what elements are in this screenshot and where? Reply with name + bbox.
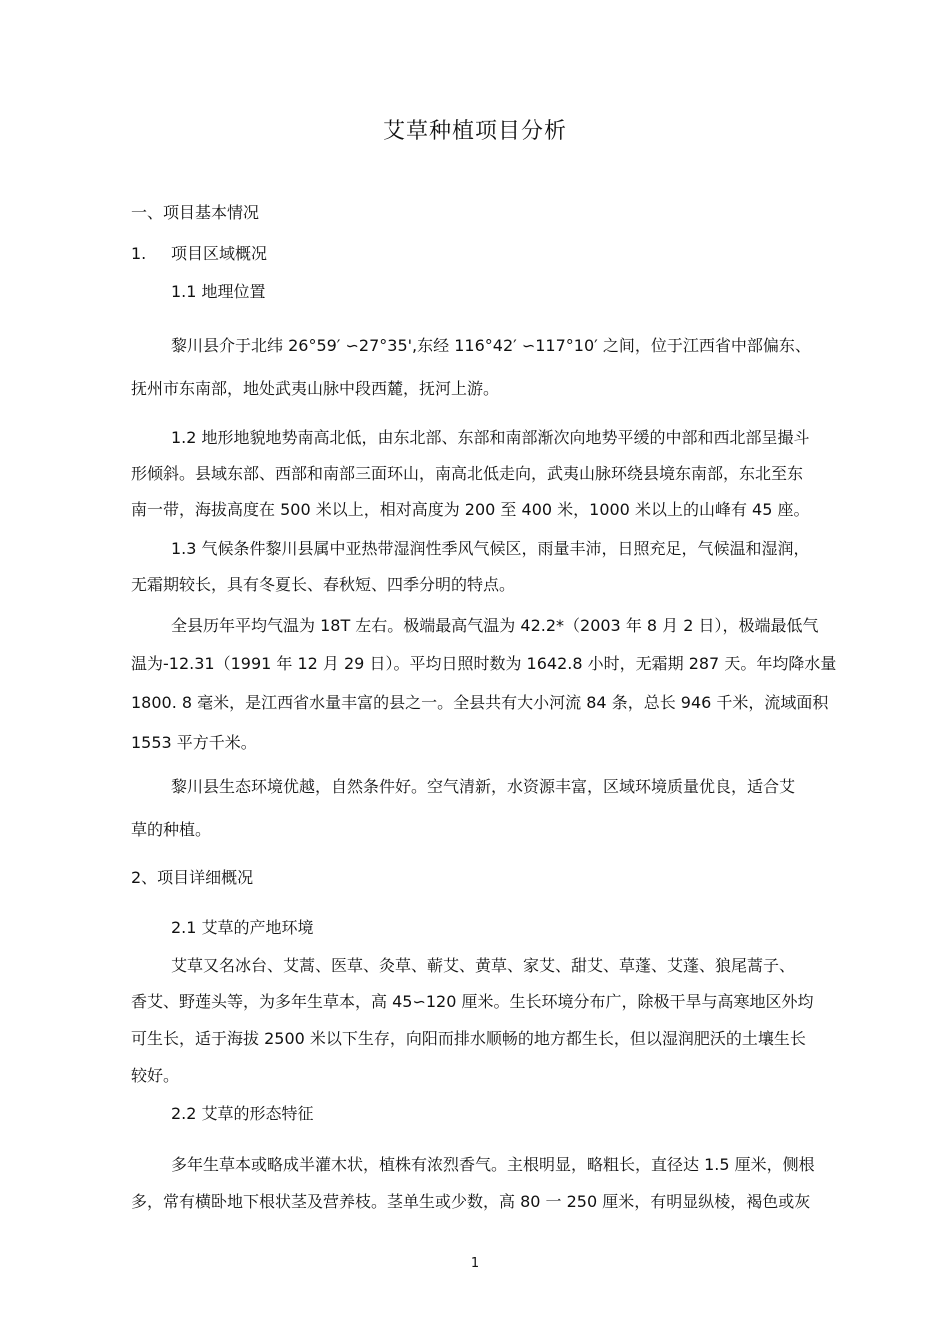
paragraph-line: 1800. 8 毫米，是江西省水量丰富的县之一。全县共有大小河流 84 条，总长 946 千米，流域面积 bbox=[131, 693, 829, 712]
paragraph-line: 形倾斜。县域东部、西部和南部三面环山，南高北低走向，武夷山脉环绕县境东南部，东北至东 bbox=[131, 464, 804, 483]
paragraph-line: 多年生草本或略成半灌木状，植株有浓烈香气。主根明显，略粗长，直径达 1.5 厘米，侧根 bbox=[171, 1155, 815, 1174]
paragraph-line: 无霜期较长，具有冬夏长、春秋短、四季分明的特点。 bbox=[131, 575, 516, 594]
section-heading-2: 2、项目详细概况 bbox=[131, 868, 254, 887]
paragraph-line: 1.2 地形地貌地势南高北低，由东北部、东部和南部渐次向地势平缓的中部和西北部呈撮斗 bbox=[171, 428, 810, 447]
paragraph-line: 香艾、野莲头等，为多年生草本，高 45∽120 厘米。生长环境分布广，除极干旱与高寒地区外均 bbox=[131, 992, 814, 1011]
subsection-heading-1-1-1: 1.1 地理位置 bbox=[171, 282, 266, 301]
paragraph-line: 多，常有横卧地下根状茎及营养枝。茎单生或少数，高 80 一 250 厘米，有明显纵棱，褐色或灰 bbox=[131, 1192, 811, 1211]
subsection-heading-1-1 bbox=[131, 243, 267, 265]
paragraph-line: 可生长，适于海拔 2500 米以下生存，向阳而排水顺畅的地方都生长，但以湿润肥沃的土壤生长 bbox=[131, 1029, 806, 1048]
subsection-heading-2-2: 2.2 艾草的形态特征 bbox=[171, 1104, 314, 1123]
paragraph-line: 黎川县介于北纬 26°59′ ∽27°35',东经 116°42′ ∽117°10′ 之间，位于江西省中部偏东、 bbox=[171, 336, 811, 355]
paragraph-line: 1553 平方千米。 bbox=[131, 733, 257, 752]
paragraph-line: 较好。 bbox=[131, 1066, 180, 1085]
paragraph-line: 南一带，海拔高度在 500 米以上，相对高度为 200 至 400 米，1000 米以上的山峰有 45 座。 bbox=[131, 500, 810, 519]
paragraph-line: 抚州市东南部，地处武夷山脉中段西麓，抚河上游。 bbox=[131, 379, 500, 398]
paragraph-line: 艾草又名冰台、艾蒿、医草、灸草、蕲艾、黄草、家艾、甜艾、草蓬、艾蓬、狼尾蒿子、 bbox=[171, 956, 796, 975]
paragraph-line: 黎川县生态环境优越，自然条件好。空气清新，水资源丰富，区域环境质量优良，适合艾 bbox=[171, 777, 796, 796]
subsection-number: 1. bbox=[131, 244, 147, 263]
paragraph-line: 全县历年平均气温为 18T 左右。极端最高气温为 42.2*（2003 年 8 月 2 日），极端最低气 bbox=[171, 616, 819, 635]
page-number: 1 bbox=[470, 1256, 480, 1271]
subsection-title: 项目区域概况 bbox=[171, 244, 268, 263]
paragraph-line: 1.3 气候条件黎川县属中亚热带湿润性季风气候区，雨量丰沛，日照充足，气候温和湿润， bbox=[171, 539, 810, 558]
section-heading-1: 一、项目基本情况 bbox=[131, 203, 260, 222]
subsection-heading-2-1: 2.1 艾草的产地环境 bbox=[171, 918, 314, 937]
paragraph-line: 草的种植。 bbox=[131, 820, 212, 839]
document-title: 艾草种植项目分析 bbox=[382, 119, 567, 144]
paragraph-line: 温为-12.31（1991 年 12 月 29 日）。平均日照时数为 1642.8 小时，无霜期 287 天。年均降水量 bbox=[131, 654, 837, 673]
